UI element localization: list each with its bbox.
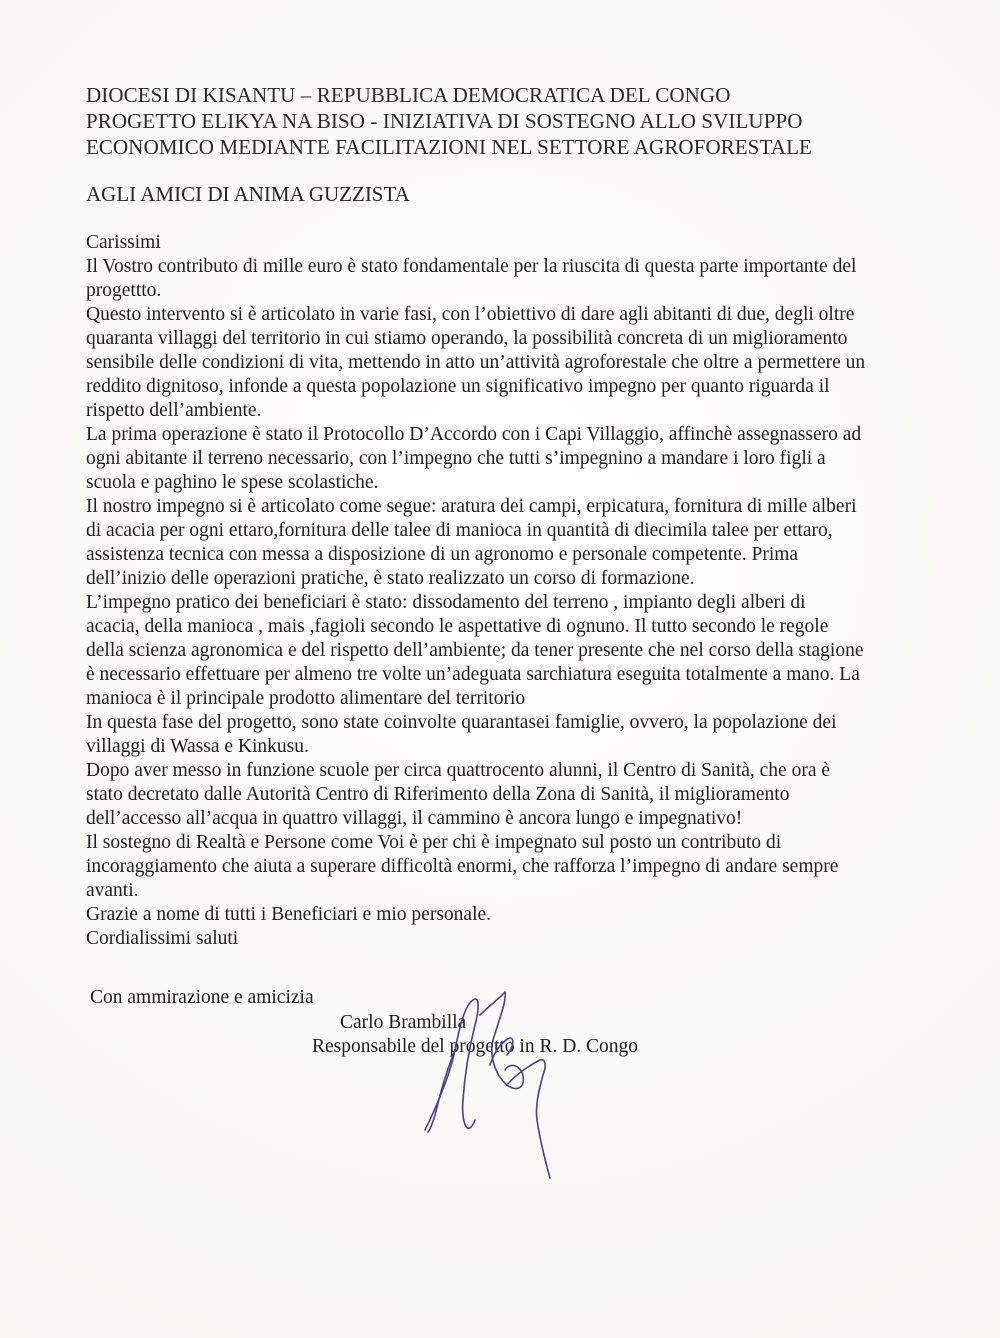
body-line: Questo intervento si è articolato in varie fasi, con l’obiettivo di dare agli abitanti di due, degli oltre bbox=[86, 304, 855, 325]
body-line: La prima operazione è stato il Protocollo D’Accordo con i Capi Villaggio, affinchè assegnassero ad bbox=[86, 424, 862, 445]
header-line-diocese: DIOCESI DI KISANTU – REPUBBLICA DEMOCRATICA DEL CONGO bbox=[86, 83, 731, 107]
letter-header bbox=[86, 82, 886, 160]
body-line: di acacia per ogni ettaro,fornitura delle talee di manioca in quantità di diecimila talee per ettaro, bbox=[86, 520, 833, 541]
body-line: villaggi di Wassa e Kinkusu. bbox=[86, 736, 309, 757]
body-line: stato decretato dalle Autorità Centro di Riferimento della Zona di Sanità, il miglioramento bbox=[86, 784, 790, 805]
body-line: assistenza tecnica con messa a disposizione di un agronomo e personale competente. Prima bbox=[86, 544, 799, 565]
signature-stroke bbox=[428, 1050, 455, 1132]
body-line: progettto. bbox=[86, 280, 162, 301]
body-line: Cordialissimi saluti bbox=[86, 928, 239, 949]
handwritten-signature bbox=[395, 980, 595, 1180]
body-line: Il Vostro contributo di mille euro è stato fondamentale per la riuscita di questa parte importante del bbox=[86, 256, 857, 277]
body-line: è necessario effettuare per almeno tre volte un’adeguata sarchiatura eseguita totalmente a mano. La bbox=[86, 664, 860, 685]
body-line: quaranta villaggi del territorio in cui stiamo operando, la possibilità concreta di un miglioramento bbox=[86, 328, 848, 349]
body-line: Grazie a nome di tutti i Beneficiari e mio personale. bbox=[86, 904, 492, 925]
body-line: incoraggiamento che aiuta a superare difficoltà enormi, che rafforza l’impegno di andare sempre bbox=[86, 856, 839, 877]
header-line-sector: ECONOMICO MEDIANTE FACILITAZIONI NEL SETTORE AGROFORESTALE bbox=[86, 135, 812, 159]
body-line: In questa fase del progetto, sono state coinvolte quarantasei famiglie, ovvero, la popolazione dei bbox=[86, 712, 837, 733]
letter-greeting: AGLI AMICI DI ANIMA GUZZISTA bbox=[86, 182, 410, 206]
body-line: ogni abitante il terreno necessario, con l’impegno che tutti s’impegnino a mandare i loro figli a bbox=[86, 448, 826, 469]
signature-stroke bbox=[480, 992, 523, 1088]
signature-strokes bbox=[425, 992, 550, 1178]
body-line: acacia, della manioca , mais ,fagioli secondo le aspettative di ognuno. Il tutto secondo le regole bbox=[86, 616, 829, 637]
body-line: della scienza agronomica e del rispetto dell’ambiente; da tener presente che nel corso della stagione bbox=[86, 640, 864, 661]
body-line: manioca è il principale prodotto alimentare del territorio bbox=[86, 688, 526, 709]
header-line-project: PROGETTO ELIKYA NA BISO - INIZIATIVA DI SOSTEGNO ALLO SVILUPPO bbox=[86, 109, 803, 133]
signature-stroke bbox=[425, 999, 478, 1130]
body-line: Il nostro impegno si è articolato come segue: aratura dei campi, erpicatura, fornitura di mille alberi bbox=[86, 496, 857, 517]
signatory-role: Responsabile del progetto in R. D. Congo bbox=[312, 1036, 639, 1057]
body-line: Carissimi bbox=[86, 232, 161, 253]
body-line: dell’inizio delle operazioni pratiche, è stato realizzato un corso di formazione. bbox=[86, 568, 695, 589]
body-line: L’impegno pratico dei beneficiari è stato: dissodamento del terreno , impianto degli alberi di bbox=[86, 592, 806, 613]
body-line: rispetto dell’ambiente. bbox=[86, 400, 262, 421]
body-line: dell’accesso all’acqua in quattro villaggi, il cammino è ancora lungo e impegnativo! bbox=[86, 808, 743, 829]
body-line: sensibile delle condizioni di vita, mettendo in atto un’attività agroforestale che oltre a permettere un bbox=[86, 352, 866, 373]
letter-body bbox=[86, 231, 946, 951]
body-line: Il sostegno di Realtà e Persone come Voi è per chi è impegnato sul posto un contributo di bbox=[86, 832, 782, 853]
signatory-name: Carlo Brambilla bbox=[340, 1012, 467, 1033]
letter-closing: Con ammirazione e amicizia bbox=[90, 987, 314, 1008]
signature-stroke bbox=[507, 1060, 550, 1178]
body-line: scuola e paghino le spese scolastiche. bbox=[86, 472, 379, 493]
body-line: reddito dignitoso, infonde a questa popolazione un significativo impegno per quanto riguarda il bbox=[86, 376, 830, 397]
body-line: Dopo aver messo in funzione scuole per circa quattrocento alunni, il Centro di Sanità, che ora è bbox=[86, 760, 830, 781]
body-line: avanti. bbox=[86, 880, 139, 901]
